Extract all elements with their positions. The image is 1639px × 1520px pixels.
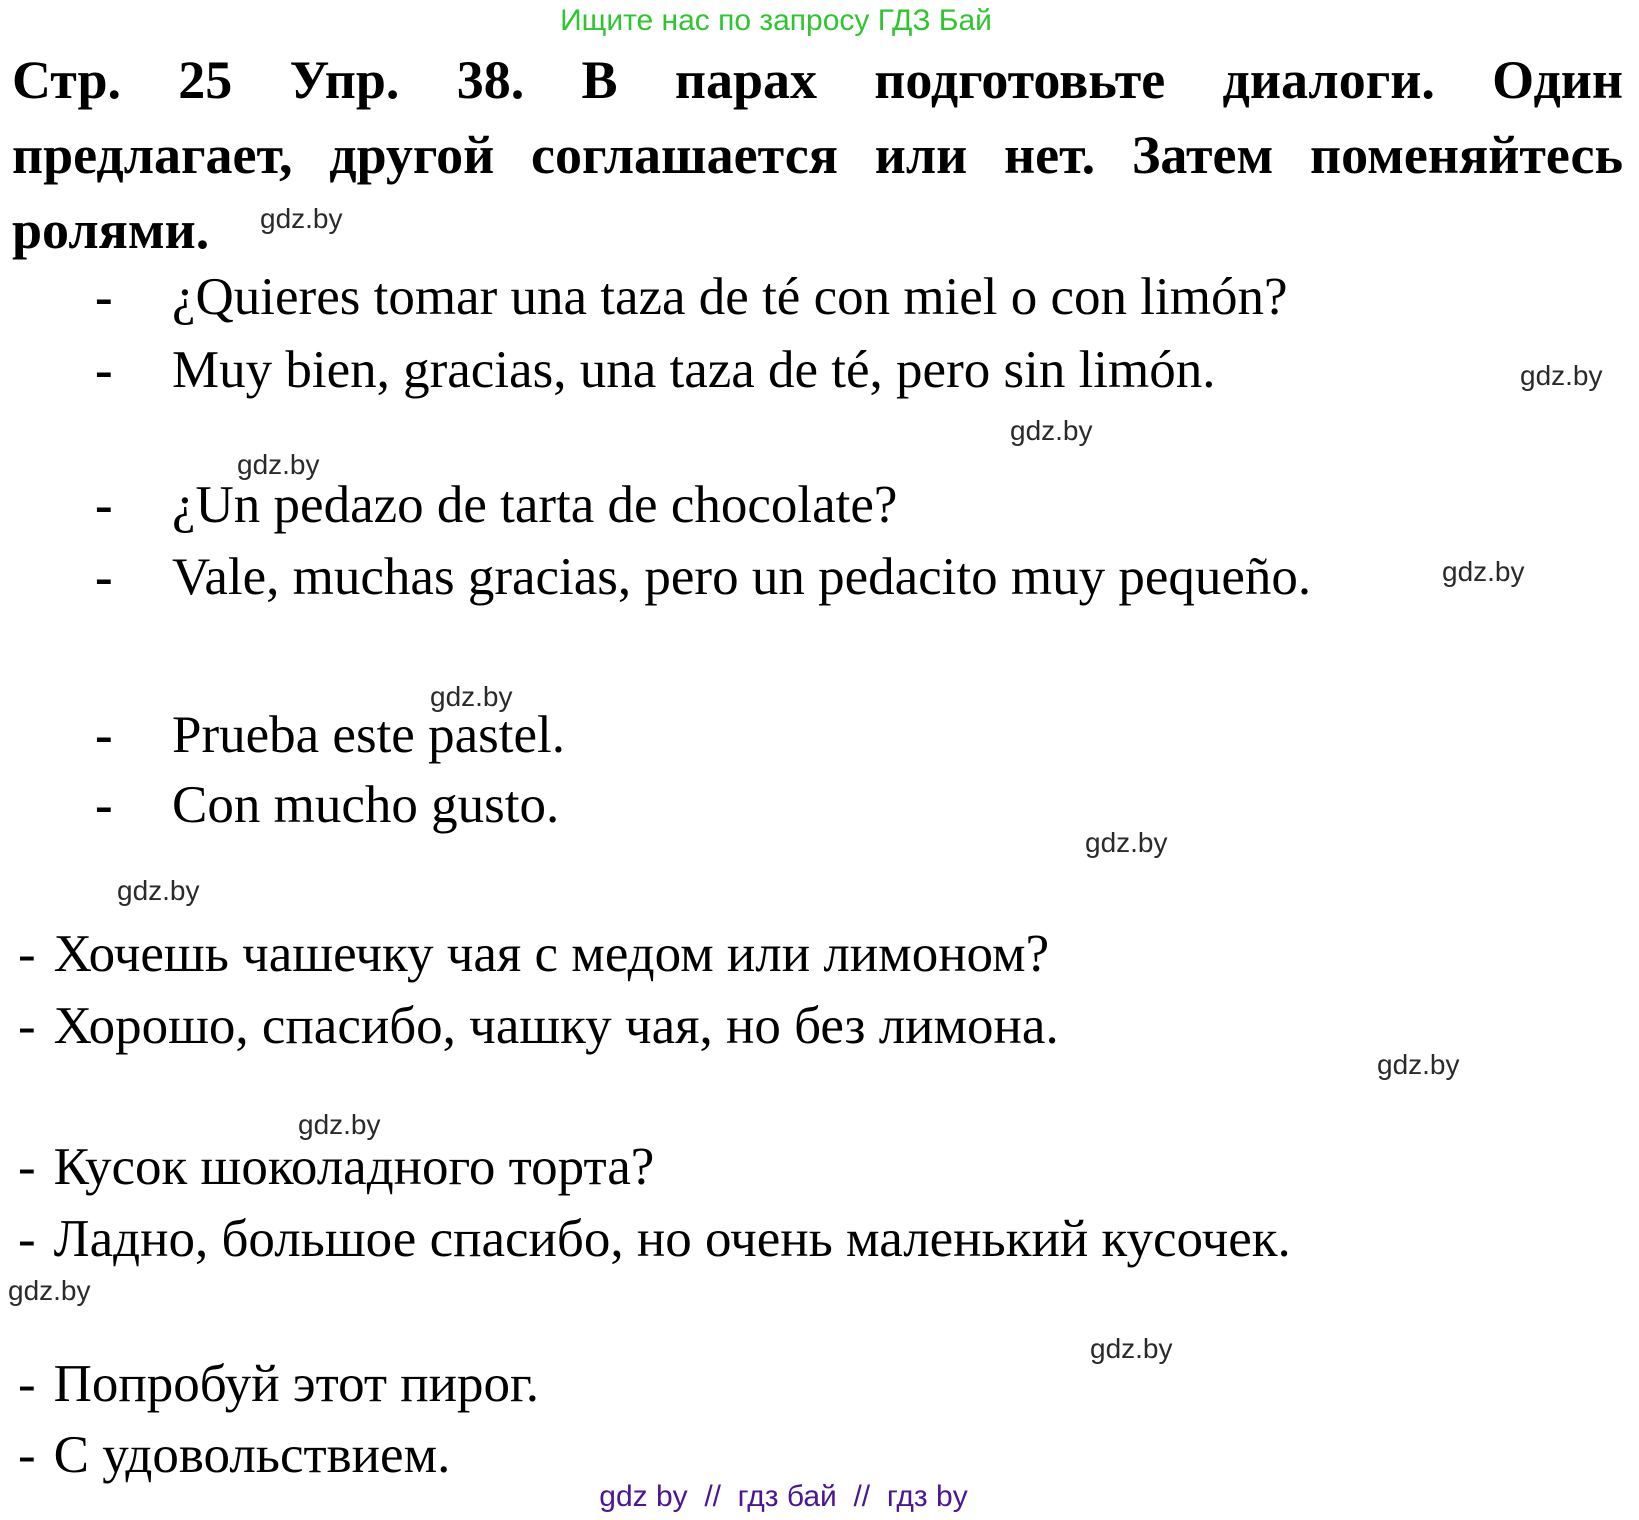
dialog-dash: - (18, 997, 36, 1055)
gdz-watermark: gdz.by (298, 1109, 381, 1140)
russian-dialog-text: Кусок шоколадного торта? (53, 1138, 655, 1196)
dialog-dash: - (18, 925, 36, 983)
promo-header: Ищите нас по запросу ГДЗ Бай (560, 4, 992, 37)
dialog-dash: - (18, 1138, 36, 1196)
russian-dialog-line-3 (18, 1137, 654, 1198)
spanish-dialog-text: ¿Un pedazo de tarta de chocolate? (172, 476, 898, 534)
dialog-dash: - (18, 1426, 36, 1484)
task-heading-line3: ролями. (12, 200, 210, 260)
task-heading-line1: Стр. 25 Упр. 38. В парах подготовьте диалоги. Один (12, 50, 1623, 110)
dialog-dash: - (95, 548, 113, 606)
dialog-dash: - (95, 706, 113, 764)
spanish-dialog-text: Prueba este pastel. (172, 706, 565, 764)
gdz-watermark: gdz.by (430, 681, 513, 712)
russian-dialog-text: С удовольствием. (53, 1426, 451, 1484)
russian-dialog-text: Хорошо, спасибо, чашку чая, но без лимона. (53, 997, 1059, 1055)
dialog-dash: - (95, 476, 113, 534)
russian-dialog-line-5 (18, 1354, 539, 1415)
dialog-dash: - (18, 1210, 36, 1268)
gdz-watermark: gdz.by (1090, 1333, 1173, 1364)
gdz-watermark: gdz.by (1085, 827, 1168, 858)
russian-dialog-text: Ладно, большое спасибо, но очень маленький кусочек. (53, 1210, 1291, 1268)
gdz-watermark: gdz.by (1442, 556, 1525, 587)
gdz-watermark: gdz.by (237, 449, 320, 480)
gdz-watermark: gdz.by (117, 875, 200, 906)
spanish-dialog-text: Muy bien, gracias, una taza de té, pero sin limón. (172, 341, 1216, 399)
dialog-dash: - (95, 341, 113, 399)
spanish-dialog-text: Vale, muchas gracias, pero un pedacito muy pequeño. (172, 548, 1312, 606)
spanish-dialog-line-4 (0, 547, 1639, 609)
russian-dialog-text: Попробуй этот пирог. (53, 1355, 540, 1413)
gdz-watermark: gdz.by (8, 1275, 91, 1306)
spanish-dialog-line-6 (0, 775, 1639, 837)
dialog-dash: - (95, 268, 113, 326)
russian-dialog-line-2 (18, 996, 1059, 1057)
gdz-watermark: gdz.by (1520, 360, 1603, 391)
spanish-dialog-line-3 (0, 475, 1639, 537)
dialog-dash: - (95, 776, 113, 834)
task-heading-line2: предлагает, другой соглашается или нет. Затем поменяйтесь (12, 125, 1623, 185)
gdz-watermark: gdz.by (260, 203, 343, 234)
russian-dialog-line-6 (18, 1425, 450, 1486)
russian-dialog-text: Хочешь чашечку чая с медом или лимоном? (53, 925, 1050, 983)
task-heading (12, 43, 1623, 268)
spanish-dialog-line-1 (0, 267, 1639, 329)
gdz-watermark: gdz.by (1377, 1049, 1460, 1080)
russian-dialog-line-1 (18, 924, 1049, 985)
russian-dialog-line-4 (18, 1209, 1291, 1270)
footer-links: gdz by // гдз бай // гдз by (599, 1480, 968, 1513)
spanish-dialog-text: Con mucho gusto. (172, 776, 560, 834)
gdz-watermark: gdz.by (1010, 415, 1093, 446)
spanish-dialog-line-5 (0, 705, 1639, 767)
dialog-dash: - (18, 1355, 36, 1413)
spanish-dialog-line-2 (0, 340, 1639, 402)
spanish-dialog-text: ¿Quieres tomar una taza de té con miel o con limón? (172, 268, 1288, 326)
